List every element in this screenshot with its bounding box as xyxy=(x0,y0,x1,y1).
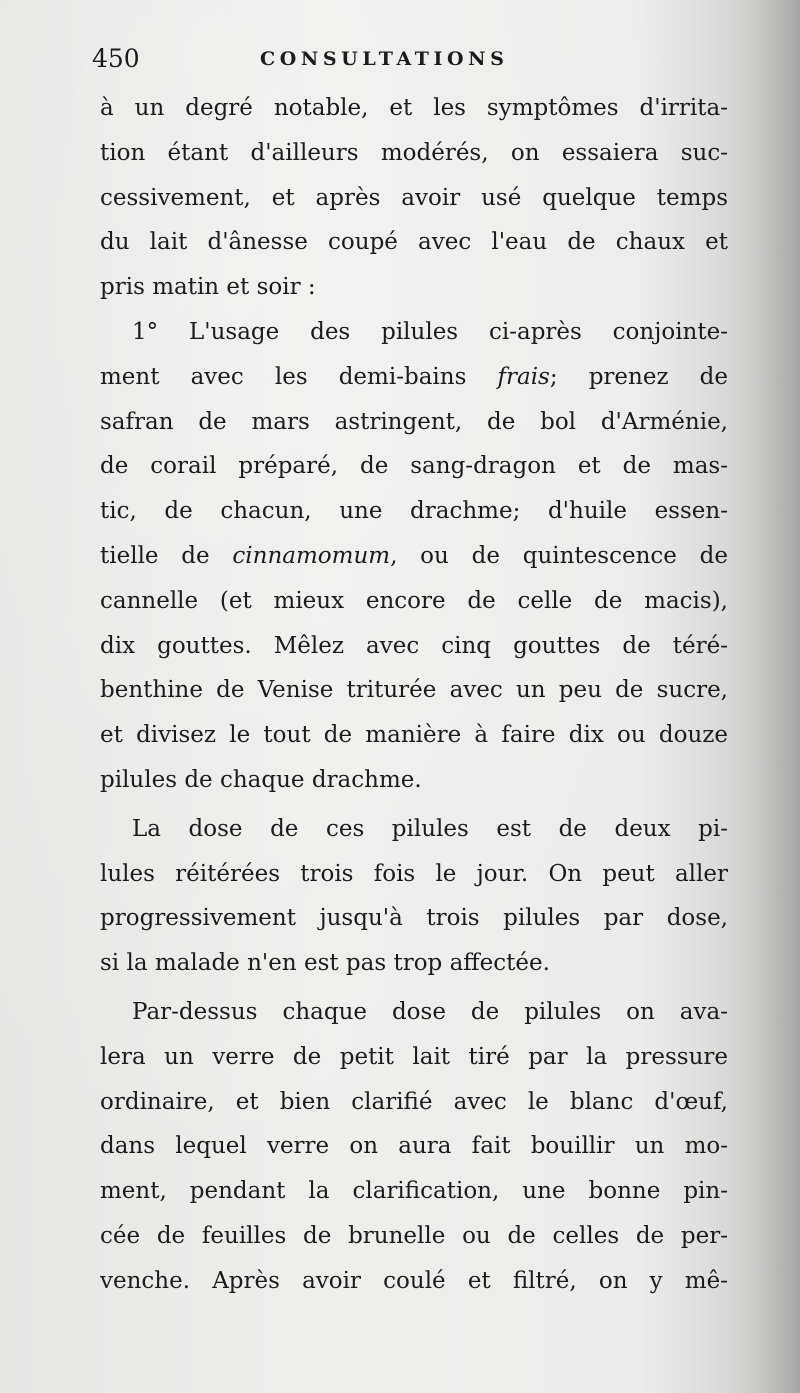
text-segment: ment avec les demi-bains xyxy=(100,363,498,390)
text-line: dans lequel verre on aura fait bouillir un mo- xyxy=(100,1133,728,1160)
text-line: ordinaire, et bien clarifié avec le blanc d'œuf, xyxy=(100,1088,728,1115)
text-line: 1° L'usage des pilules ci-après conjointe- xyxy=(132,318,728,345)
text-line: cessivement, et après avoir usé quelque temps xyxy=(100,184,728,211)
text-line: cée de feuilles de brunelle ou de celles de per- xyxy=(100,1222,728,1249)
text-line: benthine de Venise triturée avec un peu de sucre, xyxy=(100,677,728,704)
text-segment: , ou de quintescence de xyxy=(390,542,728,569)
italic-term: cinnamomum xyxy=(232,542,391,569)
text-line: à un degré notable, et les symptômes d'irrita- xyxy=(100,95,728,121)
text-line: safran de mars astringent, de bol d'Arménie, xyxy=(100,408,728,435)
text-line xyxy=(100,534,728,579)
text-line: si la malade n'en est pas trop affectée. xyxy=(100,950,550,977)
running-head: CONSULTATIONS xyxy=(260,48,509,70)
text-line: La dose de ces pilules est de deux pi- xyxy=(132,815,728,842)
text-line xyxy=(100,355,728,400)
text-line: venche. Après avoir coulé et filtré, on y mê- xyxy=(100,1267,728,1294)
text-line: progressivement jusqu'à trois pilules par dose, xyxy=(100,905,728,932)
text-line: pris matin et soir : xyxy=(100,274,316,301)
text-line: ment, pendant la clarification, une bonne pin- xyxy=(100,1178,728,1205)
text-line: cannelle (et mieux encore de celle de macis), xyxy=(100,587,728,614)
text-line: tic, de chacun, une drachme; d'huile essen- xyxy=(100,498,728,525)
text-line: lules réitérées trois fois le jour. On peut aller xyxy=(100,860,728,887)
text-line: tion étant d'ailleurs modérés, on essaiera suc- xyxy=(100,139,728,166)
text-segment: tielle de xyxy=(100,542,233,569)
text-line: lera un verre de petit lait tiré par la pressure xyxy=(100,1043,728,1070)
text-line: pilules de chaque drachme. xyxy=(100,766,422,793)
text-line: et divisez le tout de manière à faire dix ou douze xyxy=(100,722,728,749)
text-line: de corail préparé, de sang-dragon et de mas- xyxy=(100,453,728,480)
page-edge-shadow xyxy=(730,0,800,1393)
text-line: dix gouttes. Mêlez avec cinq gouttes de téré- xyxy=(100,632,728,659)
body-text xyxy=(100,86,728,1304)
text-segment: ; prenez de xyxy=(549,363,728,390)
page-header xyxy=(92,42,592,76)
text-line: du lait d'ânesse coupé avec l'eau de chaux et xyxy=(100,229,728,256)
text-line: Par-dessus chaque dose de pilules on ava- xyxy=(132,998,728,1025)
italic-term: frais xyxy=(497,363,550,390)
page-number: 450 xyxy=(92,44,140,73)
